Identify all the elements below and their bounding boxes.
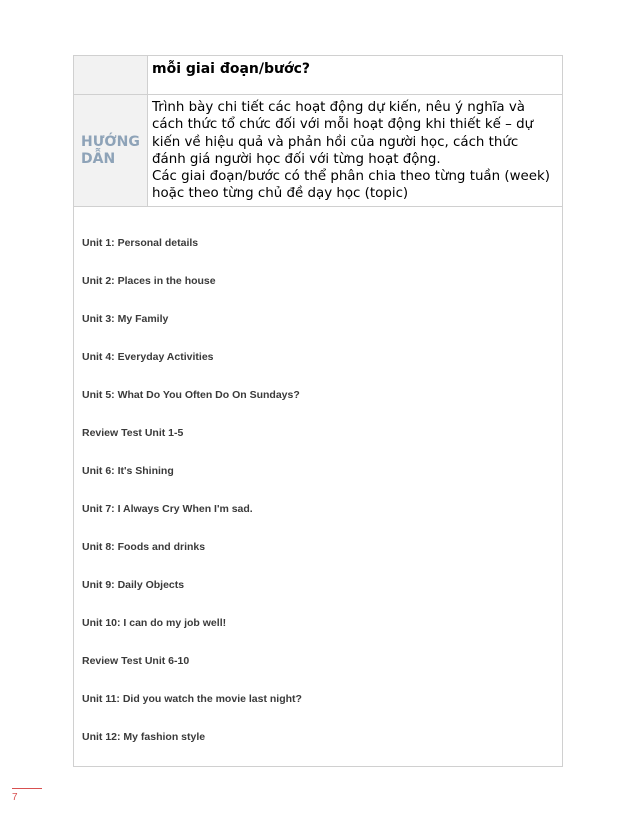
content-cell bbox=[148, 56, 562, 94]
guide-paragraph-1: Trình bày chi tiết các hoạt động dự kiến, nêu ý nghĩa và cách thức tổ chức đối với mỗi hoạt động khi thiết kế – dự kiến về hiệu quả và phản hồi của người học, cách thức đánh giá người học đối với từng hoạt động. bbox=[152, 100, 534, 167]
list-item: Unit 8: Foods and drinks bbox=[82, 541, 206, 553]
list-item: Unit 5: What Do You Often Do On Sundays? bbox=[82, 389, 300, 401]
table-row bbox=[74, 207, 562, 766]
table-row bbox=[74, 56, 562, 95]
page-number-rule bbox=[12, 788, 42, 789]
list-item: Unit 3: My Family bbox=[82, 313, 169, 325]
guide-heading-line2: DẪN bbox=[81, 150, 116, 167]
content-cell bbox=[148, 95, 562, 206]
label-cell-empty bbox=[74, 56, 148, 94]
list-item: Review Test Unit 6-10 bbox=[82, 655, 190, 667]
guide-paragraph-2: Các giai đoạn/bước có thể phân chia theo từng tuần (week) hoặc theo từng chủ đề dạy học (topic) bbox=[152, 169, 551, 202]
label-cell-guide bbox=[74, 95, 148, 206]
units-list bbox=[74, 207, 302, 766]
table-row bbox=[74, 95, 562, 207]
document-table bbox=[73, 55, 563, 767]
list-item: Unit 1: Personal details bbox=[82, 237, 199, 249]
list-item: Unit 10: I can do my job well! bbox=[82, 617, 227, 629]
list-item: Review Test Unit 1-5 bbox=[82, 427, 184, 439]
list-item: Unit 2: Places in the house bbox=[82, 275, 216, 287]
page-number: 7 bbox=[12, 792, 18, 803]
guide-heading-line1: HƯỚNG bbox=[81, 133, 140, 150]
list-item: Unit 9: Daily Objects bbox=[82, 579, 185, 591]
list-item: Unit 6: It's Shining bbox=[82, 465, 174, 477]
list-item: Unit 11: Did you watch the movie last night? bbox=[82, 693, 302, 705]
list-item: Unit 4: Everyday Activities bbox=[82, 351, 214, 363]
list-item: Unit 7: I Always Cry When I'm sad. bbox=[82, 503, 253, 515]
list-item: Unit 12: My fashion style bbox=[82, 731, 206, 743]
question-text: mỗi giai đoạn/bước? bbox=[152, 61, 311, 77]
guide-heading bbox=[74, 134, 140, 168]
